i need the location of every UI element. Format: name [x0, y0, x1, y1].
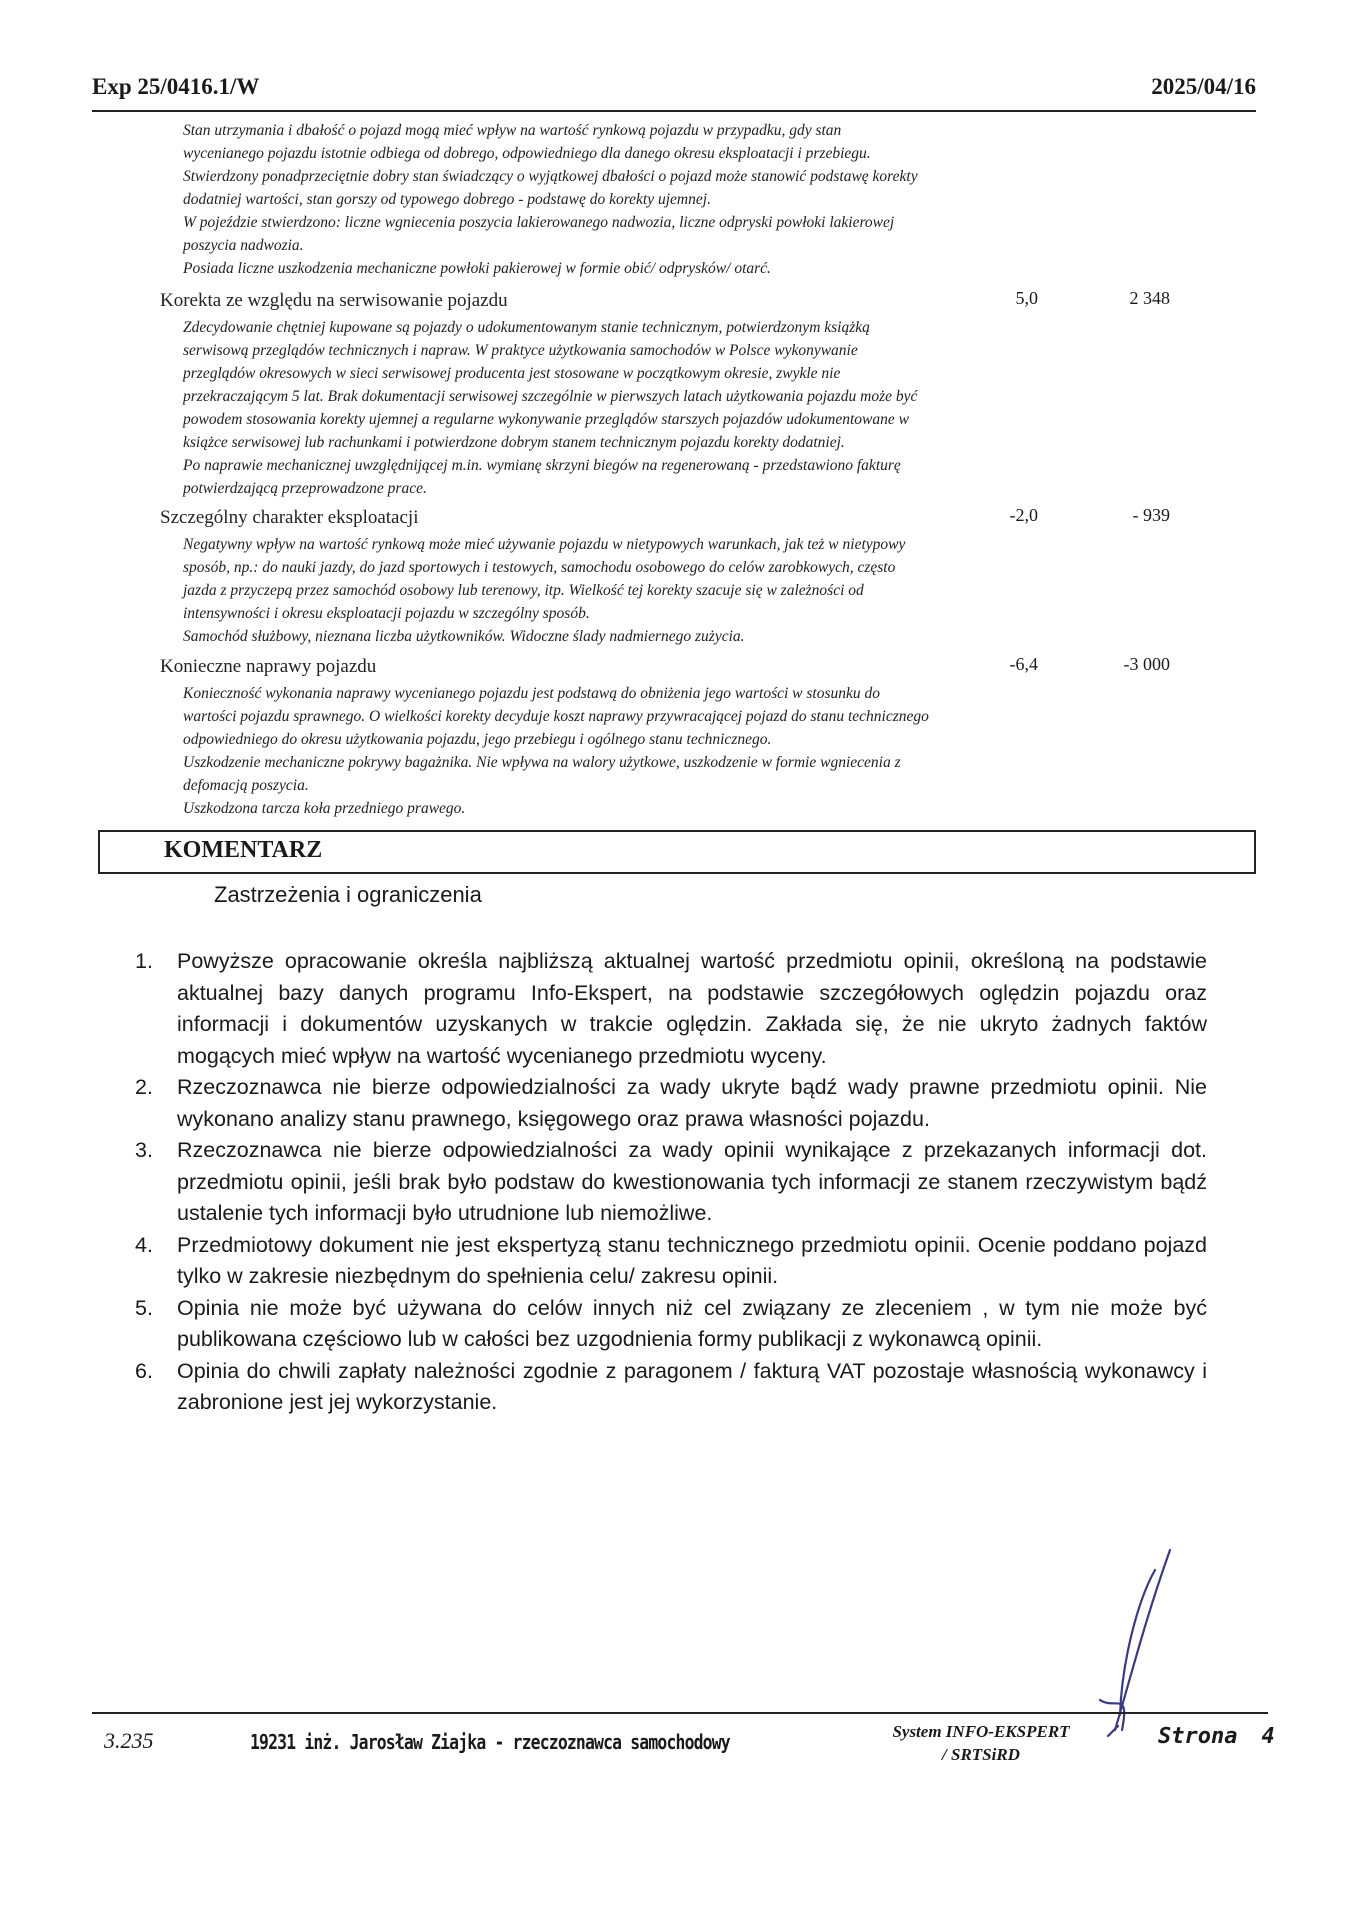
list-item-text: Rzeczoznawca nie bierze odpowiedzialności za wady ukryte bądź wady prawne przedmiotu opinii. Nie wykonano analizy stanu prawnego, księgowego oraz prawa własności pojazdu. — [177, 1075, 1207, 1131]
text-line: dodatniej wartości, stan gorszy od typowego dobrego - podstawę do korekty ujemnej. — [183, 191, 711, 208]
correction-description — [183, 533, 1083, 648]
text-line: W pojeździe stwierdzono: liczne wgniecenia poszycia lakierowanego nadwozia, liczne odpryski powłoki lakierowej — [183, 214, 895, 231]
list-item-text: Przedmiotowy dokument nie jest ekspertyzą stanu technicznego przedmiotu opinii. Ocenie poddano pojazd tylko w zakresie niezbędnym do spełnienia celu/ zakresu opinii. — [177, 1232, 1207, 1288]
correction-label: Konieczne naprawy pojazdu — [160, 656, 377, 677]
document-id: Exp 25/0416.1/W — [92, 74, 260, 99]
correction-amount: - 939 — [1132, 505, 1170, 525]
correction-description — [183, 316, 1083, 500]
header-divider — [92, 110, 1256, 112]
list-item — [135, 1293, 1207, 1356]
text-line: wartości pojazdu sprawnego. O wielkości korekty decyduje koszt naprawy przywracającej pojazd do stanu technicznego — [183, 708, 929, 725]
text-line: przekraczającym 5 lat. Brak dokumentacji serwisowej szczególnie w pierwszych latach użytkowania pojazdu może być — [183, 388, 918, 405]
comment-subtitle: Zastrzeżenia i ograniczenia — [214, 882, 482, 907]
signature-icon — [1060, 1540, 1180, 1740]
text-line: Samochód służbowy, nieznana liczba użytkowników. Widoczne ślady nadmiernego zużycia. — [183, 628, 745, 645]
list-item-number: 6. — [135, 1358, 153, 1383]
text-line: jazda z przyczepą przez samochód osobowy lub terenowy, itp. Wielkość tej korekty szacuje się w zależności od — [183, 582, 864, 599]
text-line: Po naprawie mechanicznej uwzględnijącej m.in. wymianę skrzyni biegów na regenerowaną - przedstawiono fakturę — [183, 457, 901, 474]
footer-system-line: / SRTSiRD — [942, 1745, 1020, 1764]
list-item-text: Powyższe opracowanie określa najbliższą aktualnej wartość przedmiotu opinii, określoną na podstawie aktualnej bazy danych programu Info-Ekspert, na podstawie szczegółowych oględzin pojazdu oraz informacji i dokumentów uzyskanych w trakcie oględzin. Zakłada się, że nie ukryto żadnych faktów mogących mieć wpływ na wartość wycenianego przedmiotu wyceny. — [177, 949, 1207, 1068]
text-line: defomacją poszycia. — [183, 777, 309, 794]
correction-label: Korekta ze względu na serwisowanie pojazdu — [160, 290, 508, 311]
footer-page-id: 3.235 — [104, 1728, 154, 1753]
page-number: 4 — [1261, 1724, 1275, 1749]
correction-percent: 5,0 — [1015, 288, 1038, 308]
correction-percent: -6,4 — [1009, 654, 1038, 674]
page-label: Strona — [1158, 1724, 1238, 1749]
text-line: Konieczność wykonania naprawy wycenianego pojazdu jest podstawą do obniżenia jego wartości w stosunku do — [183, 685, 881, 702]
footer-system — [876, 1720, 1086, 1766]
list-item-text: Opinia do chwili zapłaty należności zgodnie z paragonem / fakturą VAT pozostaje własnością wykonawcy i zabronione jest jej wykorzystanie. — [177, 1358, 1207, 1414]
reservations-list — [135, 946, 1207, 1419]
text-line: Stwierdzony ponadprzeciętnie dobry stan świadczący o wyjątkowej dbałości o pojazd może stanowić podstawę korekty — [183, 168, 918, 185]
list-item-number: 4. — [135, 1232, 153, 1257]
correction-description — [183, 682, 1083, 820]
list-item-text: Opinia nie może być używana do celów innych niż cel związany ze zleceniem , w tym nie może być publikowana częściowo lub w całości bez uzgodnienia formy publikacji z wykonawcą opinii. — [177, 1295, 1207, 1351]
text-line: Stan utrzymania i dbałość o pojazd mogą mieć wpływ na wartość rynkową pojazdu w przypadku, gdy stan — [183, 122, 842, 139]
footer-system-line: System INFO-EKSPERT — [892, 1722, 1070, 1741]
text-line: powodem stosowania korekty ujemnej a regularne wykonywanie przeglądów starszych pojazdów udokumentowane w — [183, 411, 909, 428]
text-line: intensywności i okresu eksploatacji pojazdu w szczególny sposób. — [183, 605, 590, 622]
list-item-number: 3. — [135, 1138, 153, 1162]
list-item-text: Rzeczoznawca nie bierze odpowiedzialności za wady opinii wynikające z przekazanych informacji dot. przedmiotu opinii, jeśli brak było podstaw do kwestionowania tych informacji ze stanem rzeczywistym bądź ustalenie tych informacji było utrudnione lub niemożliwe. — [177, 1138, 1207, 1225]
text-line: odpowiedniego do okresu użytkowania pojazdu, jego przebiegu i ogólnego stanu technicznego. — [183, 731, 772, 748]
correction-amount: 2 348 — [1129, 288, 1170, 308]
text-line: serwisową przeglądów technicznych i napraw. W praktyce użytkowania samochodów w Polsce wykonywanie — [183, 342, 858, 359]
text-line: potwierdzającą przeprowadzone prace. — [183, 480, 427, 497]
footer-page-number — [1158, 1724, 1275, 1749]
text-line: Posiada liczne uszkodzenia mechaniczne powłoki pakierowej w formie obić/ odprysków/ otarć. — [183, 260, 771, 277]
list-item — [135, 946, 1207, 1072]
list-item — [135, 1072, 1207, 1135]
text-line: Negatywny wpływ na wartość rynkową może mieć używanie pojazdu w nietypowych warunkach, jak też w nietypowy — [183, 536, 906, 553]
text-line: książce serwisowej lub rachunkami i potwierdzone dobrym stanem technicznym pojazdu korekty dodatniej. — [183, 434, 845, 451]
condition-description — [183, 119, 1083, 280]
list-item-number: 1. — [135, 949, 153, 973]
comment-section-box — [98, 830, 1256, 874]
list-item — [135, 1356, 1207, 1419]
text-line: poszycia nadwozia. — [183, 237, 304, 254]
document-date: 2025/04/16 — [1151, 74, 1256, 99]
footer-divider — [92, 1712, 1268, 1714]
list-item-number: 5. — [135, 1295, 153, 1320]
list-item — [135, 1135, 1207, 1230]
list-item — [135, 1230, 1207, 1293]
correction-label: Szczególny charakter eksploatacji — [160, 507, 419, 528]
text-line: sposób, np.: do nauki jazdy, do jazd sportowych i testowych, samochodu osobowego do celów zarobkowych, często — [183, 559, 896, 576]
text-line: Uszkodzenie mechaniczne pokrywy bagażnika. Nie wpływa na walory użytkowe, uszkodzenie w formie wgniecenia z — [183, 754, 901, 771]
text-line: Uszkodzona tarcza koła przedniego prawego. — [183, 800, 466, 817]
comment-title: KOMENTARZ — [164, 837, 323, 863]
correction-amount: -3 000 — [1123, 654, 1170, 674]
correction-percent: -2,0 — [1009, 505, 1038, 525]
list-item-number: 2. — [135, 1075, 153, 1099]
footer-author: 19231 inż. Jarosław Ziajka - rzeczoznawca samochodowy — [250, 1730, 730, 1754]
text-line: wycenianego pojazdu istotnie odbiega od dobrego, odpowiedniego dla danego okresu eksploatacji i przebiegu. — [183, 145, 871, 162]
text-line: przeglądów okresowych w sieci serwisowej producenta jest stosowane w początkowym okresie, zwykle nie — [183, 365, 841, 382]
text-line: Zdecydowanie chętniej kupowane są pojazdy o udokumentowanym stanie technicznym, potwierdzonym książką — [183, 319, 870, 336]
